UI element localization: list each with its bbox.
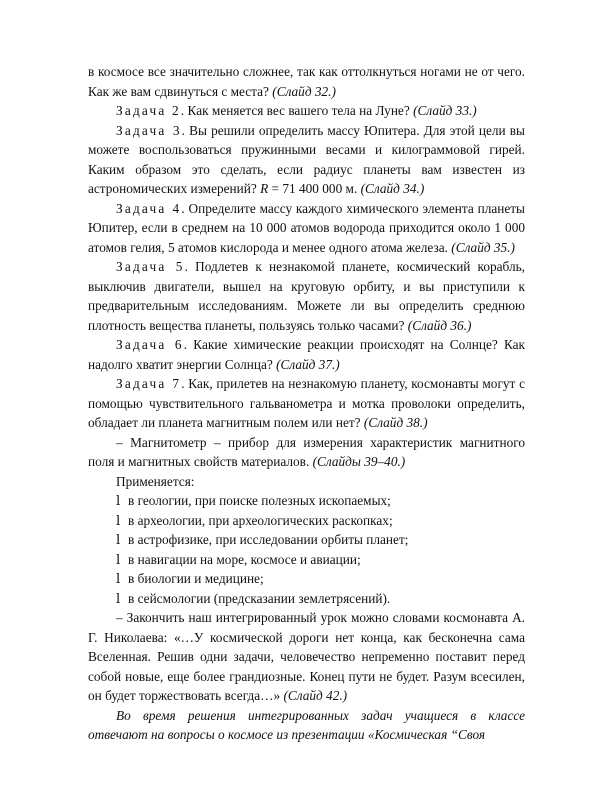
list-item-text: в навигации на море, космосе и авиации; bbox=[128, 551, 361, 567]
list-item bbox=[88, 530, 525, 550]
task-label: Задача 3 bbox=[116, 122, 182, 138]
formula-value: = 71 400 000 м. bbox=[268, 181, 361, 196]
task-text: . Подлетев к незнакомой планете, космический корабль, выключив двигатели, вышел на круговую орбиту, и вы приступили к предварительным исследованиям. Можете ли вы определить среднюю плотность вещества планеты, пользуясь только часами? bbox=[88, 259, 525, 333]
bullet-icon: ⅼ bbox=[116, 493, 121, 508]
slide-ref: (Слайд 33.) bbox=[413, 103, 477, 118]
task-3 bbox=[88, 121, 525, 199]
final-paragraph: Во время решения интегрированных задач учащиеся в классе отвечают на вопросы о космосе из презентации «Космическая “Своя bbox=[88, 707, 525, 742]
paragraph-text: – Магнитометр – прибор для измерения характеристик магнитного поля и магнитных свойств материалов. bbox=[88, 434, 525, 469]
slide-ref: (Слайд 32.) bbox=[272, 83, 336, 99]
bullet-icon: ⅼ bbox=[116, 532, 121, 547]
list-item-text: в биологии и медицине; bbox=[128, 571, 264, 586]
task-label: Задача 7 bbox=[116, 376, 182, 391]
slide-ref: (Слайд 35.) bbox=[451, 239, 515, 255]
list-item-text: в археологии, при археологических раскопках; bbox=[128, 512, 393, 528]
task-text: . Определите массу каждого химического элемента планеты Юпитер, если в среднем на 10 000 атомов водорода приходится около 1 000 атомов гелия, 5 атомов кислорода и менее одного атома железа. bbox=[88, 200, 525, 255]
paragraph-intro bbox=[88, 62, 525, 101]
bullet-icon: ⅼ bbox=[116, 512, 121, 528]
applied-heading: Применяется: bbox=[116, 473, 195, 489]
list-item-text: в геологии, при поиске полезных ископаемых; bbox=[128, 493, 391, 508]
task-7 bbox=[88, 374, 525, 433]
slide-ref: (Слайд 37.) bbox=[276, 356, 340, 372]
closing-paragraph bbox=[88, 608, 525, 706]
list-item bbox=[88, 511, 525, 531]
formula-variable: R bbox=[260, 181, 269, 196]
list-item bbox=[88, 569, 525, 589]
task-label: Задача 6 bbox=[116, 337, 184, 352]
bullet-icon: ⅼ bbox=[116, 551, 121, 567]
slide-ref: (Слайд 42.) bbox=[283, 688, 348, 703]
list-item bbox=[88, 589, 525, 609]
magnetometer-paragraph bbox=[88, 433, 525, 472]
task-text: . Как, прилетев на незнакомую планету, космонавты могут с помощью чувствительного гальванометра и мотка проволоки определить, обладает ли планета магнитным полем или нет? bbox=[88, 376, 525, 430]
task-6 bbox=[88, 335, 525, 374]
bullet-icon: ⅼ bbox=[116, 590, 121, 606]
application-list bbox=[88, 491, 525, 608]
list-item-text: в сейсмологии (предсказании землетрясений). bbox=[128, 590, 391, 606]
task-4 bbox=[88, 199, 525, 258]
slide-ref: (Слайд 34.) bbox=[360, 181, 425, 196]
task-text: . Какие химические реакции происходят на Солнце? Как надолго хватит энергии Солнца? bbox=[88, 337, 525, 372]
list-item bbox=[88, 550, 525, 570]
paragraph-text: в космосе все значительно сложнее, так как оттолкнуться ногами не от чего. Как же вам сдвинуться с места? bbox=[88, 64, 525, 99]
list-item bbox=[88, 491, 525, 511]
task-5 bbox=[88, 257, 525, 335]
paragraph-text: – Закончить наш интегрированный урок можно словами космонавта А. Г. Николаева: «…У космической дороги нет конца, как бесконечна сама Вселенная. Решив одни задачи, человечество непременно поставит перед собой новые, еще более грандиозные. Конец пути не будет. Разум всесилен, он будет торжествовать всегда…» bbox=[88, 610, 525, 703]
task-label: Задача 4 bbox=[116, 200, 182, 216]
list-item-text: в астрофизике, при исследовании орбиты планет; bbox=[128, 532, 409, 547]
slide-ref: (Слайды 39–40.) bbox=[312, 454, 406, 469]
task-2 bbox=[88, 101, 525, 121]
task-text: . Как меняется вес вашего тела на Луне? bbox=[180, 103, 414, 118]
slide-ref: (Слайд 36.) bbox=[407, 317, 472, 333]
task-label: Задача 2 bbox=[116, 103, 181, 118]
task-label: Задача 5 bbox=[116, 259, 185, 274]
task-text: . Вы решили определить массу Юпитера. Для этой цели вы можете воспользоваться пружинными весами и килограммовой гирей. Каким образом это сделать, если радиус планеты вам известен из астрономических измерений? bbox=[88, 122, 525, 196]
bullet-icon: ⅼ bbox=[116, 571, 121, 586]
slide-ref: (Слайд 38.) bbox=[363, 415, 428, 430]
document-page bbox=[88, 62, 525, 745]
